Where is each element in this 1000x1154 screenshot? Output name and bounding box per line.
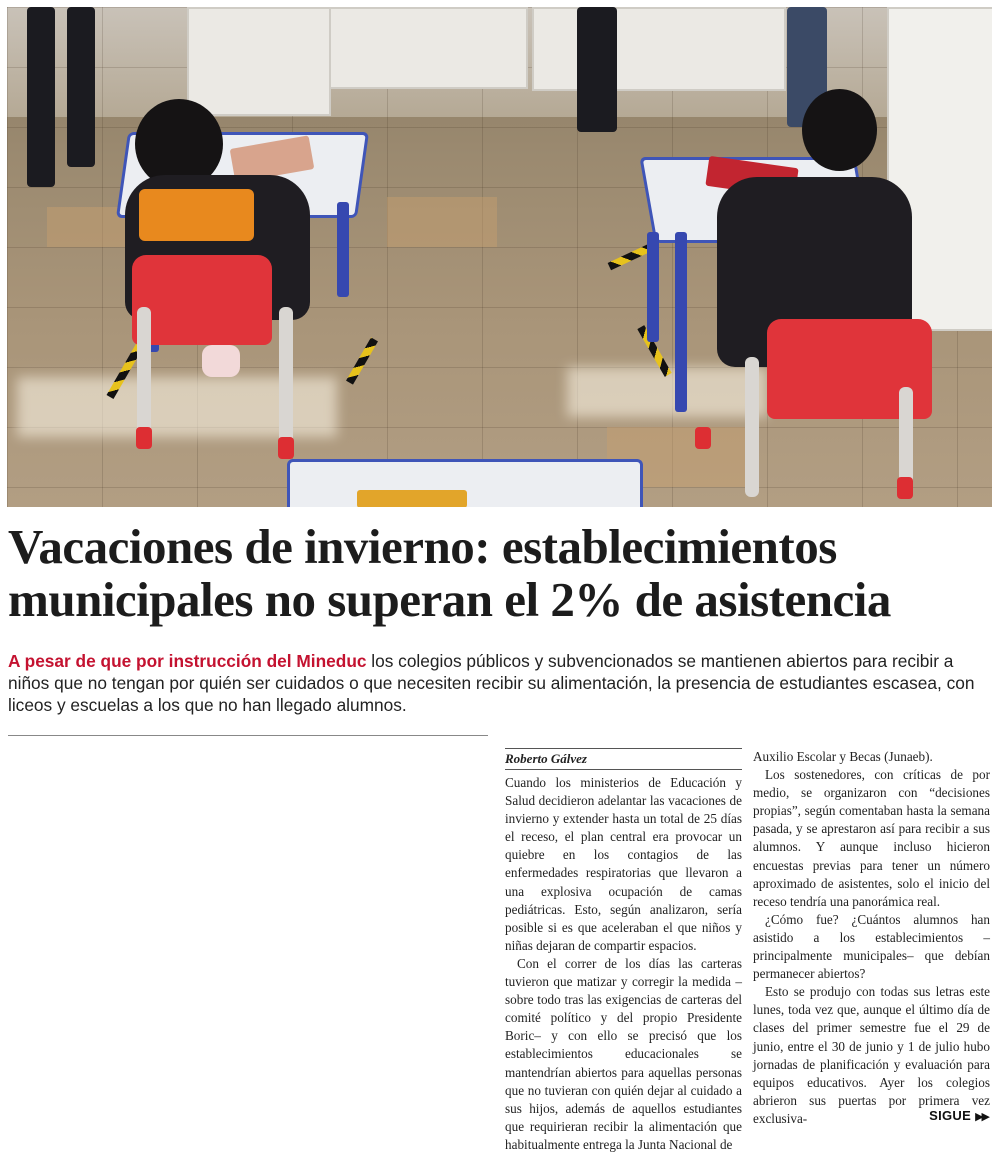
photo-chair-foot xyxy=(695,427,711,449)
photo-chair xyxy=(132,255,272,345)
paragraph: Con el correr de los días las carteras tuvieron que matizar y corregir la medida –sobre todo tras las exigencias de carteras del comité político y del propio Presidente Boric– y con ello se precisó que los establecimientos educacionales se mantendrían abiertos para aquellas personas que no tuvieran con quién dejar al cuidado a sus hijos, además de aquellos estudiantes que requirieran recibir la alimentación que habitualmente entrega la Junta Nacional de xyxy=(505,955,742,1152)
photo-child-head xyxy=(802,89,877,171)
paragraph: ¿Cómo fue? ¿Cuántos alumnos han asistido a los establecimientos –principalmente municipales– que debían permanecer abiertos? xyxy=(753,911,990,982)
photo-adult-leg xyxy=(67,7,95,167)
photo-desk-leg xyxy=(337,202,349,297)
photo-chair-leg xyxy=(745,357,759,497)
photo-adult-leg xyxy=(27,7,55,187)
photo-adult-leg xyxy=(577,7,617,132)
photo-chair-leg xyxy=(279,307,293,447)
paragraph: Los sostenedores, con críticas de por medio, se organizaron con “decisiones propias”, según comentaban hasta la semana pasada, y se aprestaron así para recibir a sus alumnos. Y aunque incluso hicieron encuestas previas para tener un número aproximado de asistentes, solo el inicio del receso tendría una panorámica real. xyxy=(753,767,990,909)
photo-child-shoe xyxy=(202,345,240,377)
photo-chair-foot xyxy=(278,437,294,459)
article-column-2 xyxy=(753,748,990,1128)
photo-child-vest xyxy=(139,189,254,241)
byline: Roberto Gálvez xyxy=(505,748,742,770)
photo-desk-leg xyxy=(675,232,687,412)
photo-chair-foot xyxy=(897,477,913,499)
photo-shelf xyxy=(329,7,528,89)
continue-marker xyxy=(929,1108,988,1123)
photo-desk-leg xyxy=(647,232,659,342)
article-lede xyxy=(8,650,993,716)
continue-arrow-icon: ▶▶ xyxy=(975,1111,988,1123)
photo-shelf xyxy=(532,7,786,91)
photo-chair-leg xyxy=(137,307,151,437)
article-column-1 xyxy=(505,748,742,1154)
article-photo xyxy=(7,7,992,507)
paragraph: Esto se produjo con todas sus letras este lunes, toda vez que, aunque el último día de clases del primer semestre fue el 29 de junio, entre el 30 de junio y 1 de julio hubo jornadas de planificación y evaluación para equipos educativos. Ayer los colegios abrieron sus puertas por primera vez exclusiva- xyxy=(753,984,990,1126)
lede-text: los colegios públicos y subvencionados se mantienen abiertos para recibir a niños que no tengan por quién ser cuidados o que necesiten recibir su alimentación, la presencia de estudiantes escasea, con liceos y escuelas a los que no han llegado alumnos. xyxy=(8,651,975,715)
article-headline: Vacaciones de invierno: establecimientos municipales no superan el 2% de asistencia xyxy=(8,519,891,627)
section-divider xyxy=(8,735,488,736)
paragraph: Auxilio Escolar y Becas (Junaeb). xyxy=(753,749,933,764)
photo-chair-foot xyxy=(136,427,152,449)
photo-floor-tile xyxy=(387,197,497,247)
photo-shelf xyxy=(187,7,331,116)
continue-label: SIGUE xyxy=(929,1108,972,1123)
photo-pencil-case xyxy=(357,490,467,507)
lede-highlight: A pesar de que por instrucción del Mineduc xyxy=(8,651,367,671)
paragraph: Cuando los ministerios de Educación y Salud decidieron adelantar las vacaciones de invierno y extender hasta un total de 25 días el receso, el plan central era provocar un quiebre en los contagios de las enfermedades respiratorias que llevaron a una explosiva ocupación de camas pediátricas. Esto, según analizaron, sería posible si es que aceleraban el que niños y niñas dejaran de compartir espacios. xyxy=(505,775,742,953)
